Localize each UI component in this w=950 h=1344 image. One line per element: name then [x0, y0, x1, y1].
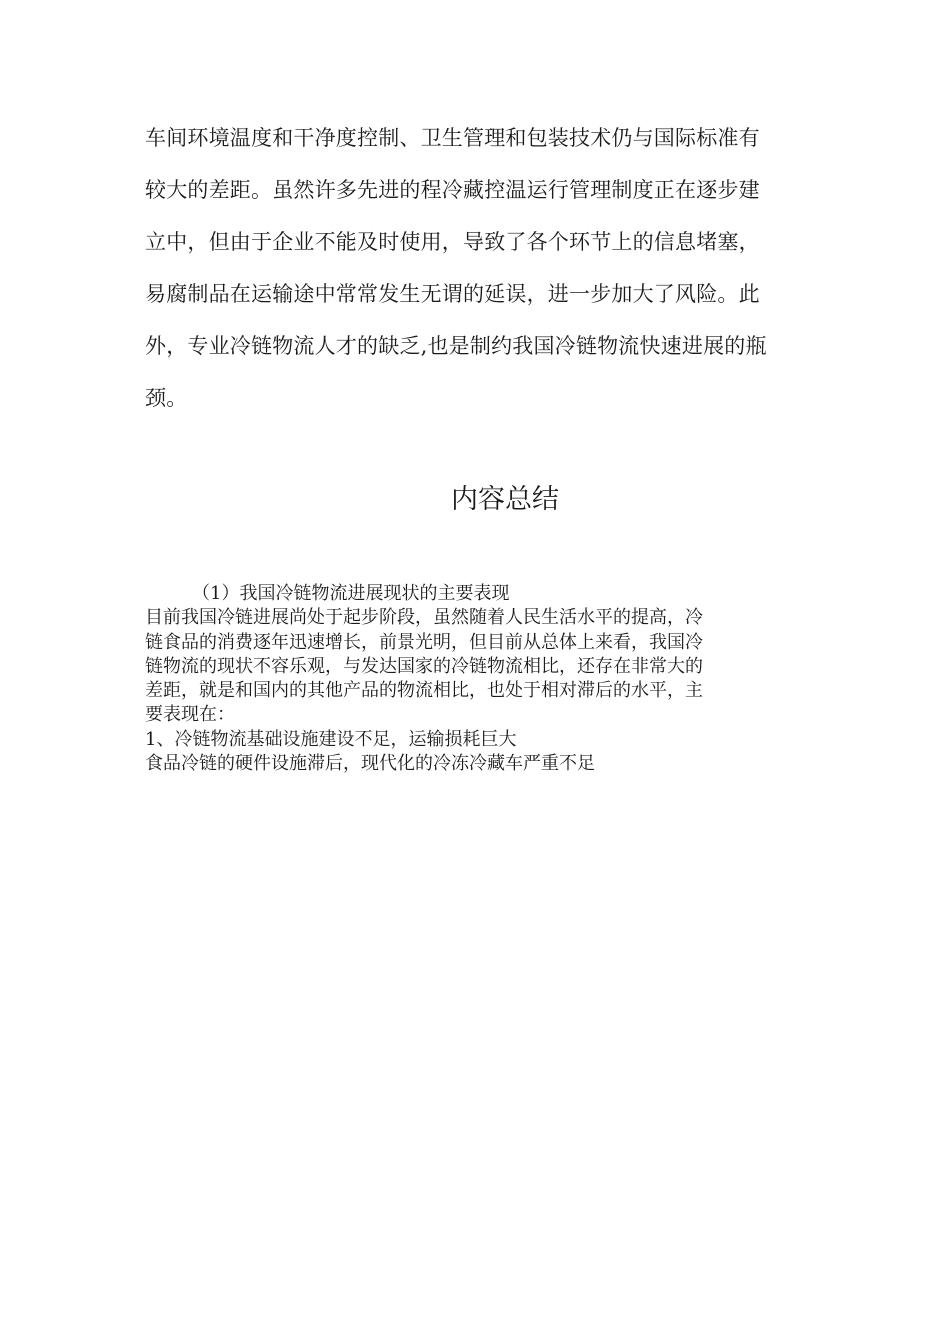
paragraph-line: 颈。: [145, 386, 188, 410]
summary-list-item: 1、冷链物流基础设施建设不足，运输损耗巨大: [145, 728, 517, 750]
summary-line: 食品冷链的硬件设施滞后，现代化的冷冻冷藏车严重不足: [145, 753, 595, 775]
summary-line: 链物流的现状不容乐观，与发达国家的冷链物流相比，还存在非常大的: [145, 655, 703, 677]
summary-line: 目前我国冷链进展尚处于起步阶段，虽然随着人民生活水平的提高，冷: [145, 607, 703, 629]
paragraph-line: 外，专业冷链物流人才的缺乏,也是制约我国冷链物流快速进展的瓶: [145, 334, 767, 358]
paragraph-line: 立中，但由于企业不能及时使用，导致了各个环节上的信息堵塞，: [145, 230, 760, 254]
summary-heading: 内容总结: [451, 484, 559, 515]
paragraph-line: 车间环境温度和干净度控制、卫生管理和包装技术仍与国际标准有: [145, 126, 760, 150]
summary-body: [145, 582, 810, 776]
summary-line: 链食品的消费逐年迅速增长，前景光明，但目前从总体上来看，我国冷: [145, 631, 703, 653]
paragraph-line: 易腐制品在运输途中常常发生无谓的延误，进一步加大了风险。此: [145, 282, 760, 306]
paragraph-line: 较大的差距。虽然许多先进的程冷藏控温运行管理制度正在逐步建: [145, 178, 760, 202]
summary-line: 差距，就是和国内的其他产品的物流相比，也处于相对滞后的水平，主: [145, 680, 703, 702]
summary-line: 要表现在：: [145, 704, 235, 726]
body-paragraph: [145, 118, 810, 430]
summary-subheading: （1）我国冷链物流进展现状的主要表现: [192, 583, 510, 604]
